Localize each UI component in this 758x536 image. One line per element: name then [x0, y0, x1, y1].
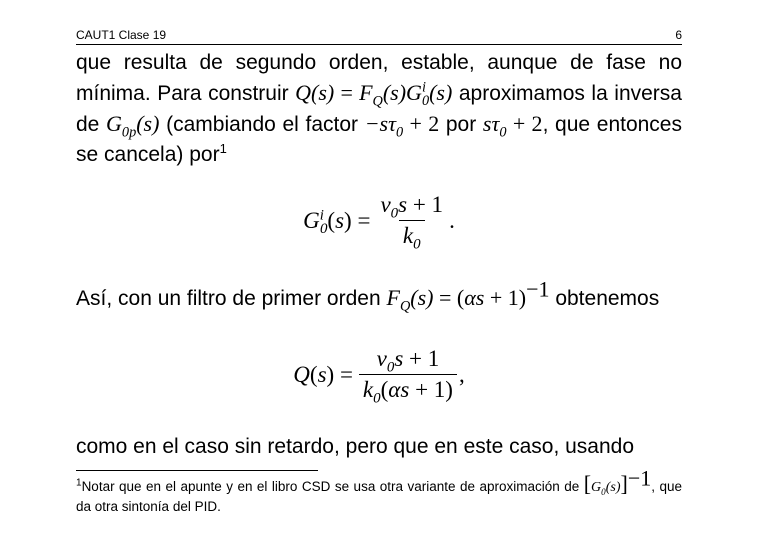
math-fq: $F_Q(s) = (\alpha s + 1)^{-1}$: [386, 276, 550, 315]
header-title: CAUT1 Clase 19: [76, 28, 167, 42]
math-factor-minus: $-s\tau_0 + 2$: [364, 111, 440, 141]
eq1-period: .: [449, 207, 455, 233]
equation-2: [76, 346, 682, 407]
eq1-fraction: [376, 192, 447, 253]
eq2-comma: ,: [458, 361, 465, 387]
eq1-denominator: $k_0$: [399, 220, 425, 249]
footnote: [76, 465, 682, 516]
footnote-text-1: Notar que en el apunte y en el libro CSD se usa otra variante de aproximación de: [81, 479, 584, 494]
math-g0p: $G_{0p}(s)$: [106, 111, 160, 141]
eq2-numerator: $\nu_0s + 1$: [376, 346, 440, 376]
paragraph-2: [76, 276, 682, 315]
eq1-lhs: $G^i_0(s)$ =: [303, 206, 371, 238]
header-rule: [76, 44, 682, 45]
footnote-text-2: , que da otra sintonía del PID.: [76, 479, 682, 514]
eq2-denominator: $k_0(\alpha s + 1)$: [359, 374, 457, 403]
p3-text-1: como en el caso sin retardo, pero que en este caso, usando: [76, 435, 635, 458]
footnote-mark: 1: [219, 141, 227, 156]
p1-text-1: que resulta de segundo orden, estable, aunque de fase no mínima. Para construir: [76, 51, 682, 105]
p1-text-4: por: [439, 113, 483, 136]
eq2-lhs: Q(s) =: [293, 361, 353, 387]
eq2-fraction: [359, 346, 457, 407]
p1-text-2: aproximamos la inversa de: [76, 82, 682, 136]
paragraph-1: [76, 48, 682, 170]
page-number: 6: [675, 28, 682, 42]
math-factor-plus: $s\tau_0 + 2$: [482, 111, 543, 141]
p1-text-3: (cambiando el factor: [159, 113, 365, 136]
equation-1: [76, 192, 682, 253]
math-q-def: $Q(s) = F_Q(s)G^i_0(s)$: [295, 79, 453, 110]
paragraph-3: [76, 432, 682, 462]
footnote-math: $[G_0(s)]^{-1}$: [583, 465, 652, 497]
footnote-number: 1: [76, 477, 82, 489]
p2-text-1: Así, con un filtro de primer orden: [76, 287, 387, 310]
p2-text-2: obtenemos: [549, 287, 660, 310]
footnote-rule: [76, 470, 318, 471]
eq1-numerator: $\nu_0s + 1$: [380, 192, 444, 222]
p1-text-5: , que entonces se cancela) por: [76, 113, 682, 166]
